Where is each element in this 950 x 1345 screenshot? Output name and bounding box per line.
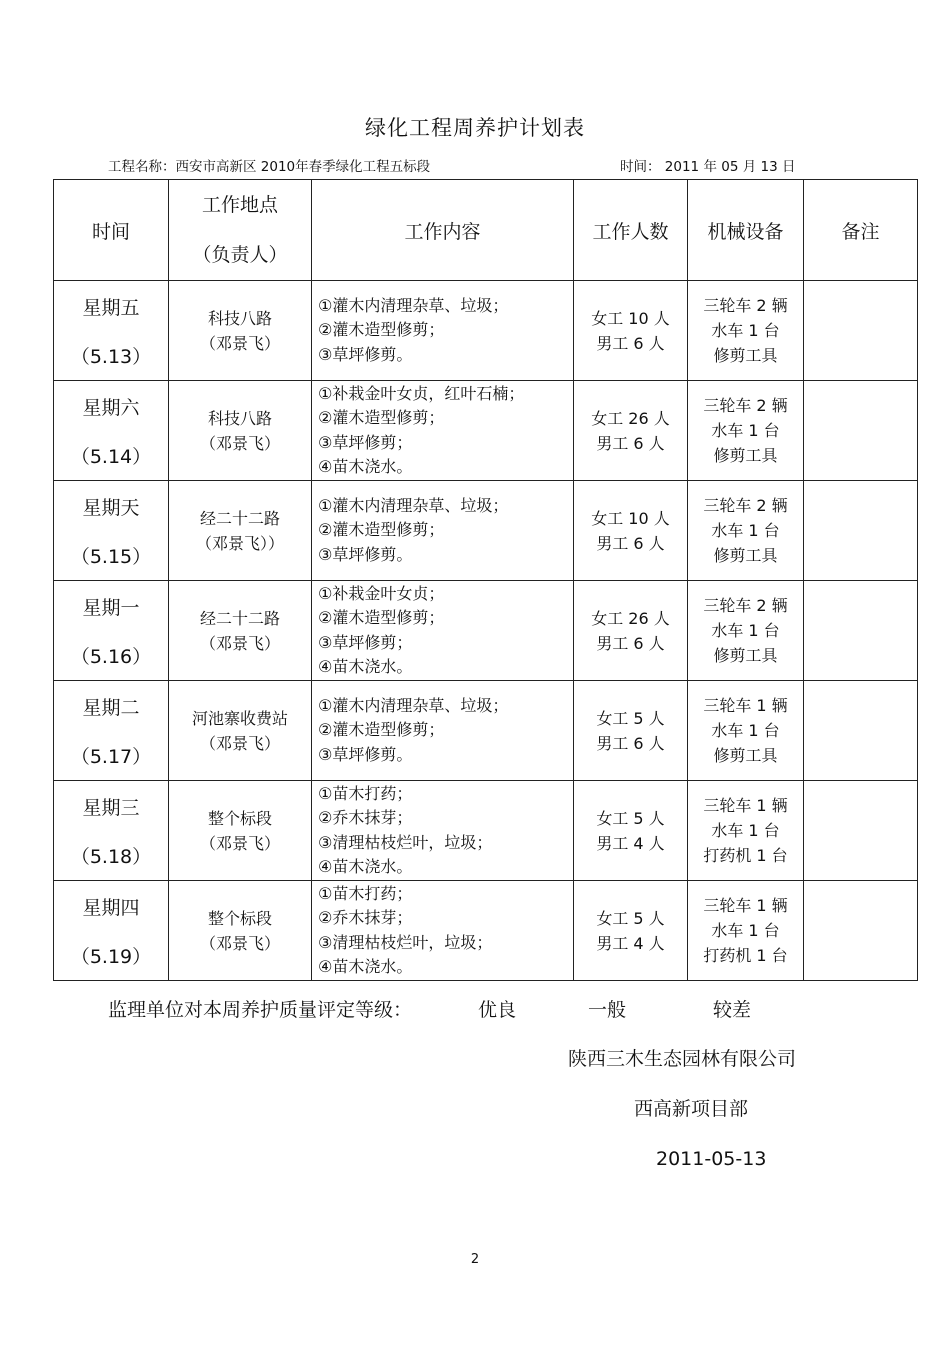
day-date-label: （5.13） — [70, 345, 152, 368]
grade-option-poor: 较差 — [713, 999, 752, 1021]
person-in-charge: （邓景飞） — [199, 333, 280, 353]
table-row — [54, 281, 918, 381]
weekday-label: 星期三 — [82, 796, 140, 819]
female-workers: 女工 10 人 — [591, 308, 670, 328]
task-item: ②灌木造型修剪； — [318, 408, 445, 427]
day-date-label: （5.14） — [70, 445, 152, 468]
header-content: 工作内容 — [312, 180, 574, 281]
task-item: ③草坪修剪； — [318, 432, 413, 452]
person-in-charge: （邓景飞） — [199, 633, 280, 653]
content-cell — [312, 281, 574, 381]
equipment-item: 水车 1 台 — [711, 421, 780, 440]
equipment-cell — [688, 281, 804, 381]
task-item: ③草坪修剪。 — [318, 744, 413, 764]
task-item: ①灌木内清理杂草、垃圾； — [318, 495, 509, 515]
place-cell — [169, 881, 312, 981]
equipment-item: 三轮车 1 辆 — [703, 696, 788, 715]
table-header-row — [54, 180, 918, 281]
person-in-charge: （邓景飞） — [199, 433, 280, 453]
day-cell — [54, 281, 169, 381]
remarks-cell — [804, 781, 918, 881]
weekday-label: 星期天 — [82, 496, 140, 519]
day-cell — [54, 881, 169, 981]
day-date-label: （5.16） — [70, 645, 152, 668]
task-item: ②乔木抹芽； — [318, 908, 413, 927]
document-title: 绿化工程周养护计划表 — [365, 116, 585, 140]
equipment-item: 水车 1 台 — [711, 921, 780, 940]
workers-cell — [574, 581, 688, 681]
day-date-label: （5.19） — [70, 945, 152, 968]
equipment-cell — [688, 481, 804, 581]
equipment-item: 水车 1 台 — [711, 721, 780, 740]
table-row — [54, 481, 918, 581]
equipment-item: 水车 1 台 — [711, 621, 780, 640]
remarks-cell — [804, 581, 918, 681]
equipment-item: 三轮车 2 辆 — [703, 496, 788, 515]
male-workers: 男工 6 人 — [596, 433, 665, 453]
work-place: 整个标段 — [207, 908, 272, 928]
day-date-label: （5.18） — [70, 845, 152, 868]
work-place: 河池寨收费站 — [191, 708, 288, 728]
day-cell — [54, 681, 169, 781]
table-row — [54, 781, 918, 881]
task-item: ③草坪修剪。 — [318, 344, 413, 364]
person-in-charge: （邓景飞） — [199, 733, 280, 753]
remarks-cell — [804, 481, 918, 581]
header-place-label: 工作地点 — [201, 194, 278, 216]
task-item: ②灌木造型修剪； — [318, 520, 445, 540]
task-item: ①补栽金叶女贞； — [318, 583, 445, 603]
equipment-cell — [688, 781, 804, 881]
task-item: ①苗木打药； — [318, 883, 413, 903]
company-name: 陕西三木生态园林有限公司 — [568, 1048, 797, 1070]
equipment-cell — [688, 581, 804, 681]
male-workers: 男工 6 人 — [596, 633, 665, 653]
work-place: 经二十二路 — [199, 608, 280, 628]
work-place: 科技八路 — [207, 308, 272, 328]
place-cell — [169, 481, 312, 581]
content-cell — [312, 781, 574, 881]
equipment-item: 三轮车 2 辆 — [703, 396, 788, 415]
equipment-item: 修剪工具 — [713, 746, 778, 765]
equipment-item: 三轮车 1 辆 — [703, 796, 788, 815]
male-workers: 男工 4 人 — [596, 833, 665, 853]
header-equipment: 机械设备 — [688, 180, 804, 281]
day-cell — [54, 781, 169, 881]
workers-cell — [574, 281, 688, 381]
equipment-item: 水车 1 台 — [711, 821, 780, 840]
female-workers: 女工 5 人 — [596, 908, 665, 928]
department-name: 西高新项目部 — [634, 1098, 749, 1120]
male-workers: 男工 6 人 — [596, 333, 665, 353]
header-person-label: （负责人） — [192, 244, 288, 266]
workers-cell — [574, 881, 688, 981]
weekday-label: 星期二 — [82, 696, 140, 719]
equipment-item: 水车 1 台 — [711, 521, 780, 540]
work-place: 科技八路 — [207, 408, 272, 428]
equipment-item: 修剪工具 — [713, 546, 778, 565]
task-item: ③草坪修剪。 — [318, 544, 413, 564]
person-in-charge: （邓景飞） — [199, 933, 280, 953]
task-item: ④苗木浇水。 — [318, 657, 413, 676]
place-cell — [169, 781, 312, 881]
task-item: ①灌木内清理杂草、垃圾； — [318, 695, 509, 715]
task-item: ③草坪修剪； — [318, 632, 413, 652]
remarks-cell — [804, 381, 918, 481]
task-item: ④苗木浇水。 — [318, 957, 413, 976]
equipment-item: 三轮车 1 辆 — [703, 896, 788, 915]
content-cell — [312, 581, 574, 681]
equipment-item: 修剪工具 — [713, 446, 778, 465]
male-workers: 男工 6 人 — [596, 733, 665, 753]
equipment-item: 修剪工具 — [713, 646, 778, 665]
workers-cell — [574, 681, 688, 781]
person-in-charge: （邓景飞） — [199, 833, 280, 853]
table-body — [54, 281, 918, 981]
equipment-item: 打药机 1 台 — [703, 846, 788, 865]
task-item: ④苗木浇水。 — [318, 457, 413, 476]
task-item: ②灌木造型修剪； — [318, 320, 445, 340]
project-name-line: 工程名称：西安市高新区 2010年春季绿化工程五标段 — [108, 159, 431, 175]
day-cell — [54, 581, 169, 681]
plan-date-line: 时间： 2011 年 05 月 13 日 — [620, 159, 796, 175]
table-row — [54, 581, 918, 681]
place-cell — [169, 281, 312, 381]
female-workers: 女工 26 人 — [591, 408, 670, 428]
place-cell — [169, 681, 312, 781]
header-place — [169, 180, 312, 281]
workers-cell — [574, 481, 688, 581]
grading-label: 监理单位对本周养护质量评定等级： — [108, 999, 413, 1021]
male-workers: 男工 4 人 — [596, 933, 665, 953]
task-item: ③清理枯枝烂叶，垃圾； — [318, 832, 493, 852]
header-remarks: 备注 — [804, 180, 918, 281]
task-item: ②乔木抹芽； — [318, 808, 413, 827]
person-in-charge: （邓景飞）） — [195, 533, 284, 553]
task-item: ②灌木造型修剪； — [318, 608, 445, 627]
grade-option-good: 优良 — [478, 999, 517, 1021]
grading-line — [108, 995, 751, 1022]
signature-date: 2011-05-13 — [656, 1148, 767, 1170]
weekday-label: 星期四 — [82, 896, 140, 919]
content-cell — [312, 481, 574, 581]
weekday-label: 星期一 — [82, 596, 140, 619]
header-time: 时间 — [54, 180, 169, 281]
task-item: ①补栽金叶女贞，红叶石楠； — [318, 383, 525, 403]
task-item: ④苗木浇水。 — [318, 857, 413, 876]
female-workers: 女工 5 人 — [596, 708, 665, 728]
place-cell — [169, 381, 312, 481]
place-cell — [169, 581, 312, 681]
table-row — [54, 681, 918, 781]
page-number: 2 — [470, 1252, 480, 1267]
grade-option-average: 一般 — [588, 999, 627, 1021]
content-cell — [312, 681, 574, 781]
task-item: ①苗木打药； — [318, 783, 413, 803]
content-cell — [312, 881, 574, 981]
task-item: ③清理枯枝烂叶，垃圾； — [318, 932, 493, 952]
work-place: 整个标段 — [207, 808, 272, 828]
equipment-item: 三轮车 2 辆 — [703, 296, 788, 315]
female-workers: 女工 10 人 — [591, 508, 670, 528]
female-workers: 女工 26 人 — [591, 608, 670, 628]
day-date-label: （5.15） — [70, 545, 152, 568]
equipment-item: 打药机 1 台 — [703, 946, 788, 965]
workers-cell — [574, 781, 688, 881]
equipment-cell — [688, 681, 804, 781]
table-row — [54, 381, 918, 481]
equipment-cell — [688, 881, 804, 981]
workers-cell — [574, 381, 688, 481]
task-item: ②灌木造型修剪； — [318, 720, 445, 740]
equipment-item: 水车 1 台 — [711, 321, 780, 340]
day-cell — [54, 481, 169, 581]
remarks-cell — [804, 281, 918, 381]
header-workers: 工作人数 — [574, 180, 688, 281]
work-place: 经二十二路 — [199, 508, 280, 528]
content-cell — [312, 381, 574, 481]
day-date-label: （5.17） — [70, 745, 152, 768]
equipment-item: 修剪工具 — [713, 346, 778, 365]
task-item: ①灌木内清理杂草、垃圾； — [318, 295, 509, 315]
female-workers: 女工 5 人 — [596, 808, 665, 828]
remarks-cell — [804, 881, 918, 981]
weekday-label: 星期五 — [82, 296, 140, 319]
table-row — [54, 881, 918, 981]
weekday-label: 星期六 — [82, 396, 140, 419]
equipment-cell — [688, 381, 804, 481]
equipment-item: 三轮车 2 辆 — [703, 596, 788, 615]
male-workers: 男工 6 人 — [596, 533, 665, 553]
maintenance-plan-table — [53, 179, 918, 981]
day-cell — [54, 381, 169, 481]
remarks-cell — [804, 681, 918, 781]
